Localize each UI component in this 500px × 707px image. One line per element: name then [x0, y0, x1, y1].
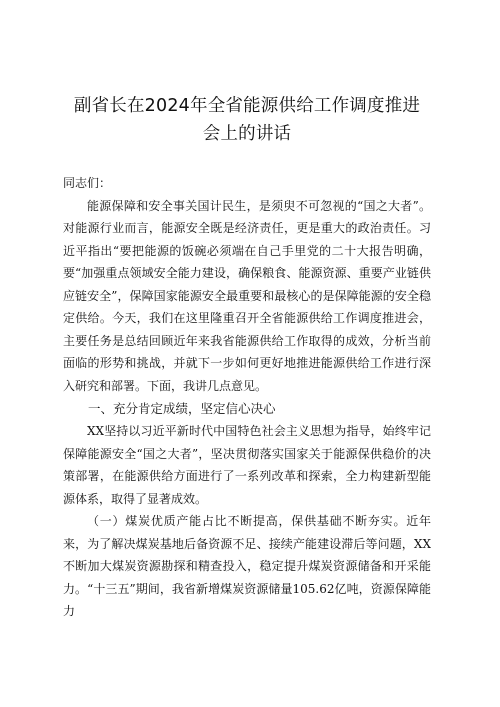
document-title: [63, 0, 431, 148]
subsection-1-paragraph: （一）煤炭优质产能占比不断提高，保供基础不断夯实。近年来，为了解决煤炭基地后备资源不足、接续产能建设滞后等问题，XX不断加大煤炭资源勘探和精查投入，稳定提升煤炭资源储备和开采能力。“十三五”期间，我省新增煤炭资源储量105.62亿吨，资源保障能力: [63, 514, 431, 618]
salutation: 同志们：: [63, 176, 112, 190]
title-line-1: 副省长在2024年全省能源供给工作调度推进: [73, 96, 421, 116]
intro-paragraph: 能源保障和安全事关国计民生，是须臾不可忽视的“国之大者”。对能源行业而言，能源安全既是经济责任，更是重大的政治责任。习近平指出“要把能源的饭碗必须端在自己手里党的二十大报告明确，要“加强重点领域安全能力建设，确保粮食、能源资源、重要产业链供应链安全”，保障国家能源安全最重要和最核心的是保障能源的安全稳定供给。今天，我们在这里隆重召开全省能源供给工作调度推进会，主要任务是总结回顾近年来我省能源供给工作取得的成效，分析当前面临的形势和挑战，并就下一步如何更好地推进能源供给工作进行深入研究和部署。下面，我讲几点意见。: [63, 198, 431, 393]
title-line-2: 会上的讲话: [202, 124, 292, 144]
section-heading-1: 一、充分肯定成绩，坚定信心决心: [88, 401, 276, 416]
section-1-paragraph: XX坚持以习近平新时代中国特色社会主义思想为指导，始终牢记保障能源安全“国之大者”，坚决贯彻落实国家关于能源保供稳价的决策部署，在能源供给方面进行了一系列改革和探索，全力构建新型能源体系，取得了显著成效。: [63, 424, 431, 506]
